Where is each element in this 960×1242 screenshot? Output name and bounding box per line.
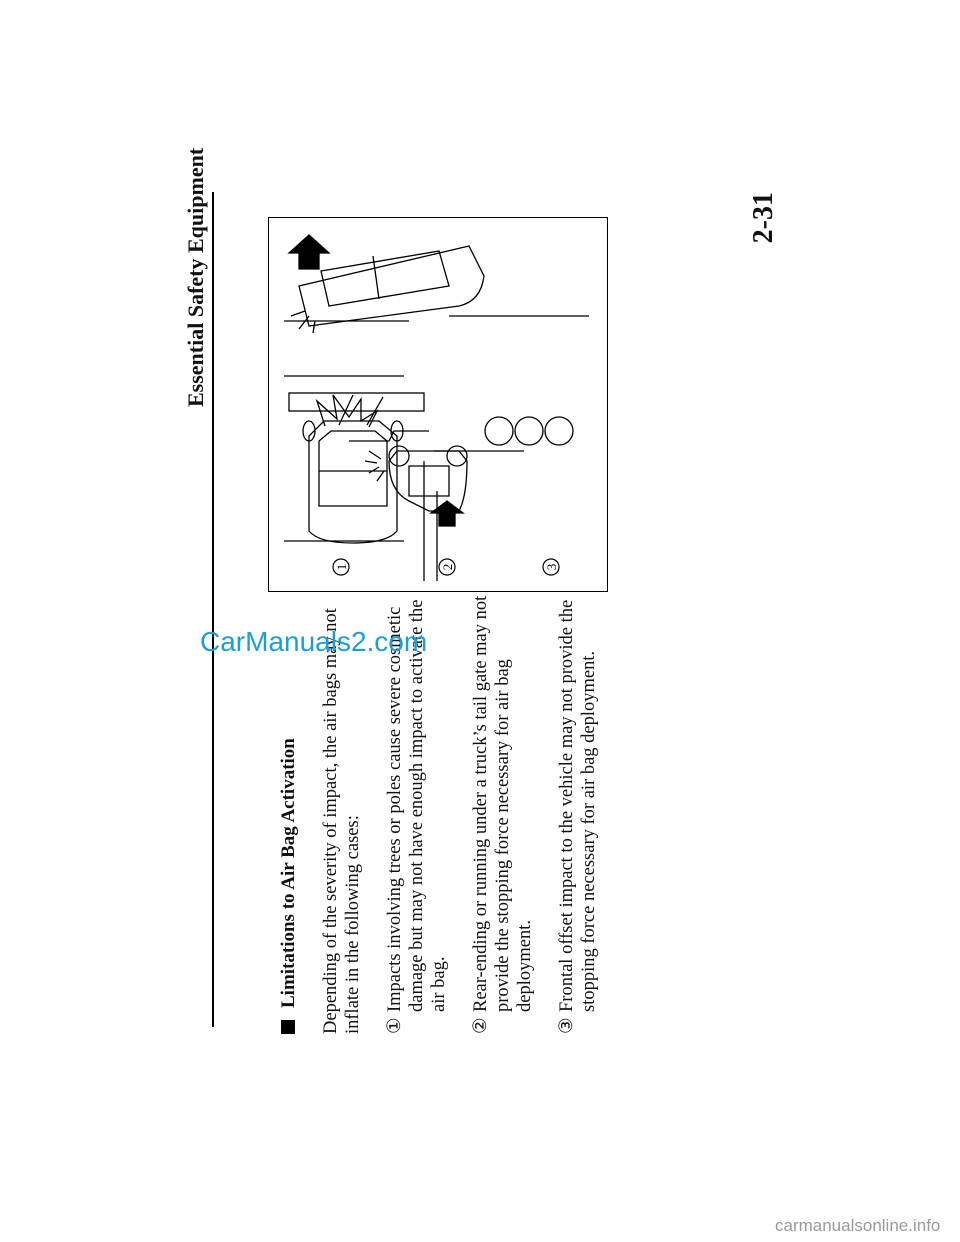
page-number: 2-31: [748, 192, 779, 244]
list-item: [384, 594, 450, 1034]
header-rule: [212, 192, 214, 1027]
frontal-offset-illustration: [284, 235, 589, 333]
truck-underride-illustration: [349, 417, 573, 581]
item-text: Rear-ending or running under a truck’s tail gate may not provide the stopping force necessary for air bag deployment.: [471, 595, 535, 1012]
intro-paragraph: Depending of the severity of impact, the air bags may not inflate in the following cases:: [321, 608, 363, 1034]
list-item: [470, 594, 536, 1034]
figure-label-2: 2: [440, 563, 455, 571]
illustration-panel: [268, 217, 608, 592]
body-text: [278, 594, 620, 1034]
item-number: ①: [385, 1017, 405, 1034]
item-text: Impacts involving trees or poles cause severe cosmetic damage but may not have enough impact to activate the air bag.: [385, 599, 449, 1012]
figure-label-1: 1: [334, 563, 349, 571]
section-heading: [278, 594, 300, 1034]
footer-site-watermark: carmanualsonline.info: [775, 1216, 941, 1235]
item-number: ②: [471, 1017, 491, 1034]
square-bullet-icon: [281, 1020, 295, 1034]
list-item: [556, 594, 600, 1034]
watermark-logo: CarManuals2.com: [200, 626, 428, 657]
figure-label-3: 3: [544, 563, 559, 571]
section-heading-text: Limitations to Air Bag Activation: [278, 738, 299, 1008]
item-text: Frontal offset impact to the vehicle may not provide the stopping force necessary for air bag deployment.: [557, 599, 599, 1012]
header-title: Essential Safety Equipment: [183, 147, 208, 407]
item-number: ③: [557, 1017, 577, 1034]
pole-impact-illustration: [284, 376, 424, 543]
